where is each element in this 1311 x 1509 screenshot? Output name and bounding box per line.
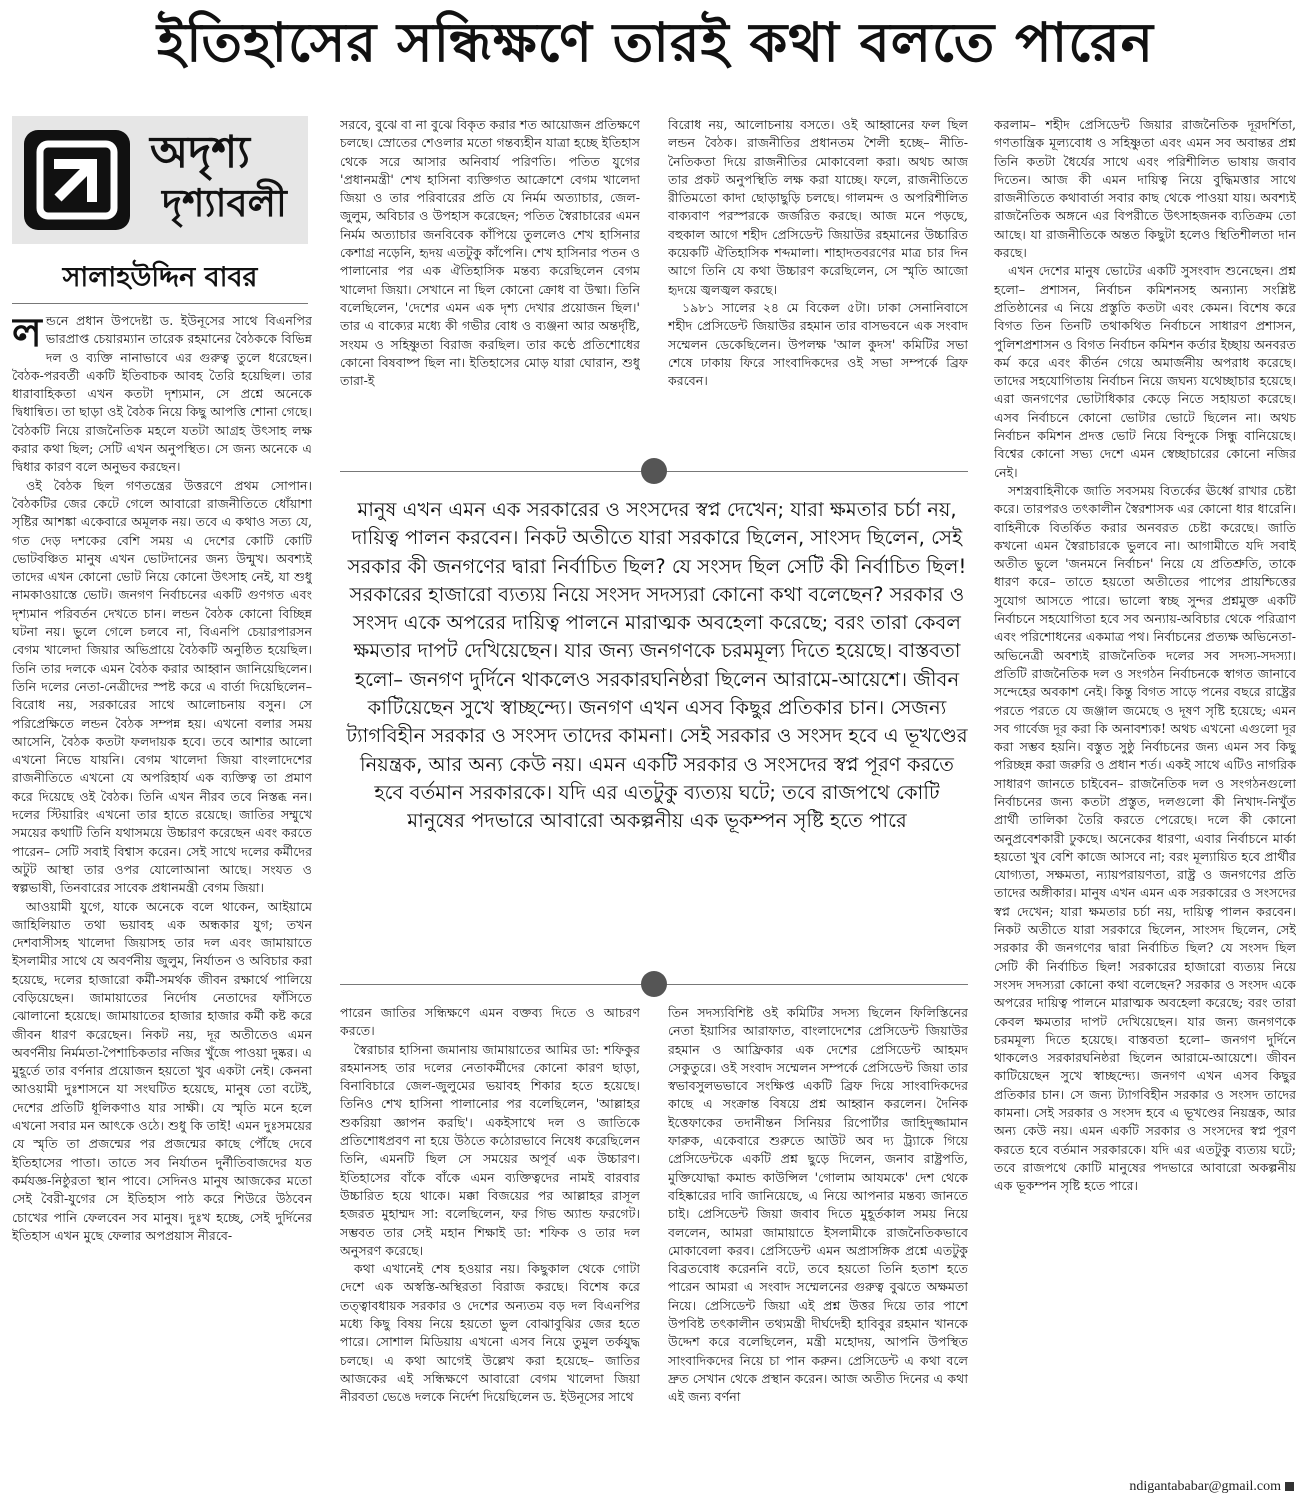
article-column-2-top [340,116,640,446]
arrow-in-box-icon [24,130,130,230]
drop-cap: ল [12,312,42,356]
article-paragraph: সরবে, বুঝে বা না বুঝে বিকৃত করার শত আয়োজন প্রতিক্ষণে চলছে। স্রোতের শেওলার মতো গন্তব্যহীন যাত্রা হচ্ছে ইতিহাস থেকে সরে আসার অনিবার্য পরিণতি। পতিত যুগের 'প্রধানমন্ত্রী' শেখ হাসিনা ব্যক্তিগত আক্রোশে বেগম খালেদা জিয়া ও তার পরিবারের প্রতি যে নির্মম অত্যাচার, জেল-জুলুম, অবিচার ও উপহাস করেছেন; পতিত স্বৈরাচারের এমন নির্মম অত্যাচার জনবিবেক কাঁপিয়ে তুললেও শেখ হাসিনার কেশাগ্র নড়েনি, হৃদয় এতটুকু কাঁপেনি। শেখ হাসিনার পতন ও পালানোর পর এক ঐতিহাসিক মন্তব্য করেছিলেন বেগম খালেদা জিয়া। সেখানে না ছিল কোনো ক্রোধ বা উষ্মা। তিনি বলেছিলেন, 'দেশের এমন এক দৃশ্য দেখার প্রয়োজন ছিল।' তার এ বাক্যের মধ্যে কী গভীর বোধ ও ব্যঞ্জনা আর অন্তর্দৃষ্টি, সংযম ও সহিষ্ণুতা বিরাজ করছিল। তার কণ্ঠে প্রতিশোধের কোনো বিষবাষ্প ছিল না। ইতিহাসের মোড় যারা ঘোরান, শুধু তারা-ই [340,117,640,389]
article-column-3-bottom [668,1004,968,1496]
column-logo-line1: অদৃশ্য [150,127,251,178]
pullquote-top-dot [641,458,667,484]
article-paragraph: তিন সদস্যবিশিষ্ট ওই কমিটির সদস্য ছিলেন ফিলিস্তিনের নেতা ইয়াসির আরাফাত, বাংলাদেশের প্রেসিডেন্ট জিয়াউর রহমান ও আফ্রিকার এক দেশের প্রেসিডেন্ট আহমদ সেকুতুরে। ওই সংবাদ সম্মেলন সম্পর্কে প্রেসিডেন্ট জিয়া তার স্বভাবসুলভভাবে সংক্ষিপ্ত একটি ব্রিফ দিয়ে সাংবাদিকদের কাছে এ সংক্রান্ত বিষয়ে প্রশ্ন আহ্বান করলেন। দৈনিক ইত্তেফাকের তদানীন্তন সিনিয়র রিপোর্টার জাহিদুজ্জামান ফারুক, একেবারে শুরুতে আউট অব দ্য ট্র্যাকে গিয়ে প্রেসিডেন্টকে একটি প্রশ্ন ছুড়ে দিলেন, জনাব রাষ্ট্রপতি, মুক্তিযোদ্ধা কমান্ড কাউন্সিল 'গোলাম আযমকে' দেশ থেকে বহিষ্কারের দাবি জানিয়েছে, এ নিয়ে আপনার মন্তব্য জানতে চাই। প্রেসিডেন্ট জিয়া জবাব দিতে মুহূর্তকাল সময় নিয়ে বললেন, আমরা জামায়াতে ইসলামীকে রাজনৈতিকভাবে মোকাবেলা করব। প্রেসিডেন্ট এমন অপ্রাসঙ্গিক প্রশ্নে এতটুকু বিব্রতবোধ করেননি বটে, তবে হয়তো তিনি হতাশ হতে পারেন আমরা এ সংবাদ সম্মেলনের গুরুত্ব বুঝতে অক্ষমতা নিয়ে। প্রেসিডেন্ট জিয়া এই প্রশ্ন উত্তর দিয়ে তার পাশে উপবিষ্ট তৎকালীন তথ্যমন্ত্রী দীর্ঘদেহী হাবিবুর রহমান খানকে উদ্দেশ করে বলেছিলেন, মন্ত্রী মহোদয়, আপনি উপস্থিত সাংবাদিকদের নিয়ে চা পান করুন। প্রেসিডেন্ট এ কথা বলে দ্রুত সেখান থেকে প্রস্থান করেন। আজ অতীত দিনের এ কথা এই জন্য বর্ণনা [668,1005,968,1405]
article-paragraph: এখন দেশের মানুষ ভোটের একটি সুসংবাদ শুনেছেন। প্রশ্ন হলো– প্রশাসন, নির্বাচন কমিশনসহ অন্যান্য সংশ্লিষ্ট প্রতিষ্ঠানের এ নিয়ে প্রস্তুতি কতটা এবং কেমন। বিশেষ করে বিগত তিন তিনটি তথাকথিত নির্বাচনে সাধারণ প্রশাসন, পুলিশপ্রশাসন ও বিগত নির্বাচন কমিশন কর্তার ইচ্ছায় অনবরত কর্ম করে এবং কীর্তন গেয়ে অমার্জনীয় অপরাধ করেছে। তাদের সহযোগিতায় নির্বাচন নিয়ে জঘন্য যথেচ্ছাচার হয়েছে। এরা জনগণের ভোটাধিকার কেড়ে নিতে সহায়তা করেছে। এসব নির্বাচনে কোনো ভোটার ভোটে ছিলেন না। অথচ নির্বাচন কমিশন প্রদত্ত ভোট নিয়ে বিন্দুকে সিন্ধু বানিয়েছে। বিশ্বের কোনো সভ্য দেশে এমন স্বেচ্ছাচারের কোনো নজির নেই। [994,263,1296,480]
headline: ইতিহাসের সন্ধিক্ষণে তারই কথা বলতে পারেন [157,11,1154,74]
article-column-2-bottom [340,1004,640,1496]
column-logo-line2: দৃশ্যাবলী [162,181,287,225]
article-paragraph: বিরোধ নয়, আলোচনায় বসতে। ওই আহ্বানের ফল ছিল লন্ডন বৈঠক। রাজনীতির প্রধানতম শৈলী হচ্ছে– নীতি-নৈতিকতা দিয়ে রাজনীতির মোকাবেলা করা। অথচ আজ তার প্রকট অনুপস্থিতি লক্ষ করা যাচ্ছে। ফলে, রাজনীতিতে রীতিমতো কাদা ছোড়াছুড়ি চলছে। গালমন্দ ও অপরিশীলিত বাক্যবাণ পরস্পরকে জর্জরিত করছে। আজ মনে পড়ছে, বহুকাল আগে শহীদ প্রেসিডেন্ট জিয়াউর রহমানের উচ্চারিত কয়েকটি ঐতিহাসিক শব্দমালা। শাহাদতবরণের মাত্র চার দিন আগে তিনি যে কথা উচ্চারণ করেছিলেন, সে স্মৃতি আজো হৃদয়ে জ্বলজ্বল করছে। [668,117,968,297]
article-paragraph: করলাম– শহীদ প্রেসিডেন্ট জিয়ার রাজনৈতিক দূরদর্শিতা, গণতান্ত্রিক মূল্যবোধ ও সহিষ্ণুতা এবং এমন সব অবান্তর প্রশ্ন তিনি কতটা ধৈর্যের সাথে এবং পরিশীলিত ভাষায় জবাব দিতেন। আজ কী এমন দায়িত্ব নিয়ে বুদ্ধিমত্তার সাথে রাজনীতিতে কথাবার্তা সবার কাছ থেকে পাওয়া যায়। অবশ্যই রাজনৈতিক অঙ্গনে এর বিপরীতে উৎসাহজনক ব্যতিক্রম তো আছে। যা রাজনীতিকে অন্তত কিছুটা হলেও স্থিতিশীলতা দান করছে। [994,117,1296,261]
byline-divider [12,303,308,304]
article-paragraph: স্বৈরাচার হাসিনা জমানায় জামায়াতের আমির ডা: শফিকুর রহমানসহ তার দলের নেতাকর্মীদের কোনো কারণ ছাড়া, বিনাবিচারে জেল-জুলুমের ভয়াবহ শিকার হতে হয়েছে। তিনিও শেখ হাসিনা পালানোর পর বলেছিলেন, 'আল্লাহর শুকরিয়া জ্ঞাপন করছি'। একইসাথে দল ও জাতিকে প্রতিশোধপ্রবণ না হয়ে উঠতে কঠোরভাবে নিষেধ করেছিলেন তিনি, এমনটি ছিল সে সময়ের অপূর্ব এক উচ্চারণ। ইতিহাসের বাঁকে বাঁকে এমন ব্যক্তিত্বদের নামই বারবার উচ্চারিত হয়ে থাকে। মক্কা বিজয়ের পর আল্লাহর রাসূল হজরত মুহাম্মদ সা: বলেছিলেন, ফর গিভ অ্যান্ড ফরগেট। সম্ভবত তার সেই মহান শিক্ষাই ডা: শফিক ও তার দল অনুসরণ করেছে। [340,1041,640,1258]
end-mark [1285,1482,1294,1491]
article-column-4 [994,116,1296,1472]
article-column-1 [12,312,312,1496]
article-paragraph: আওয়ামী যুগে, যাকে অনেকে বলে থাকেন, আইয়ামে জাহিলিয়াত তথা ভয়াবহ এক অন্ধকার যুগ; তখন দেশবাসীসহ খালেদা জিয়াসহ তার দল এবং জামায়াতে ইসলামীর সাথে যে অবর্ণনীয় জুলুম, নির্যাতন ও অবিচার করা হয়েছে, দলের হাজারো কর্মী-সমর্থক জীবন রক্ষার্থে পালিয়ে বেড়িয়েছেন। জামায়াতের নির্দোষ নেতাদের ফাঁসিতে ঝোলানো হয়েছে। জামায়াতের হাজার হাজার কর্মী কষ্ট করে জীবন ধারণ করেছেন। নিকট নয়, দূর অতীতেও এমন অবর্ণনীয় নির্মমতা-পৈশাচিকতার নজির খুঁজে পাওয়া দুষ্কর। এ মুহূর্তে তার বর্ণনার প্রয়োজন হয়তো খুব একটা নেই। কেননা আওয়ামী দুঃশাসনে যা সংঘটিত হয়েছে, মানুষ তো বটেই, দেশের প্রতিটি ধূলিকণাও যার সাক্ষী। যে স্মৃতি মনে হলে এখনো সবার মন আৎকে ওঠে। শুধু কি তাই! এমন দুঃসময়ের যে স্মৃতি তা প্রজন্মের পর প্রজন্মের কাছে পৌঁছে দেবে ইতিহাসের পাতা। তাতে সব নির্যাতন দুর্নীতিবাজদের যত কর্মযজ্ঞ-নিষ্ঠুরতা স্থান পাবে। সেদিনও মানুষ আজকের মতো সেই বৈরী-যুগের সে ইতিহাস পাঠ করে শিউরে উঠবেন চোখের পানি ফেলবেন সব মানুষ। দুঃখ হচ্ছে, সেই দুর্দিনের ইতিহাস এখন মুছে ফেলার অপপ্রয়াস নীরবে- [12,898,312,1243]
column-logo [12,116,308,244]
article-paragraph: সশস্ত্রবাহিনীকে জাতি সবসময় বিতর্কের ঊর্ধ্বে রাখার চেষ্টা করে। তারপরও তৎকালীন স্বৈরশাসক এর কোনো ধার ধারেনি। বাহিনীকে বিতর্কিত করার অনবরত চেষ্টা করেছে। জাতি কখনো এমন স্বৈরাচারকে ভুলবে না। আগামীতে যদি সবাই অতীত ভুলে 'জনমনে নির্বাচন' নিয়ে যে প্রতিশ্রুতি, তাকে ধারণ করে– তাতে হয়তো অতীতের পাপের প্রায়শ্চিত্তের সুযোগ আসতে পারে। ভালো স্বচ্ছ সুন্দর প্রশ্নমুক্ত একটি নির্বাচনে সহযোগিতা হবে সব অন্যায়-অবিচার থেকে পরিত্রাণ এবং পরিশোধনের একমাত্র পথ। নির্বাচনের প্রত্যক্ষ অভিনেতা-অভিনেত্রী অবশ্যই রাজনৈতিক দলের সব সদস্য-সদস্যা। প্রতিটি রাজনৈতিক দল ও সংগঠন নির্বাচনকে স্বাগত জানাবে সন্দেহের অবকাশ নেই। কিন্তু বিগত সাড়ে পনের বছরে রাষ্ট্রের পরতে পরতে যে জঞ্জাল জমেছে ও দূষণ সৃষ্টি হয়েছে; এমন সব গার্বেজ দূর করা কি অনাবশ্যক! অথচ এখনো এগুলো দূর করা সম্ভব হয়নি। বস্তুত সুষ্ঠু নির্বাচনের জন্য এমন সব কিছু পরিচ্ছন্ন করা জরুরি ও প্রধান শর্ত। একই সাথে এটিও নাগরিক সাধারণ জানতে চাইবেন– রাজনৈতিক দল ও সংগঠনগুলো নির্বাচনের জন্য কতটা প্রস্তুত, দলগুলো কী নিখাদ-নিখুঁত প্রার্থী তালিকা তৈরি করতে পেরেছে। দলে কী কোনো অনুপ্রবেশকারী ঢুকছে। অনেকের ধারণা, এবার নির্বাচনে মার্কা হয়তো খুব বেশি কাজে আসবে না; বরং মূল্যায়িত হবে প্রার্থীর যোগ্যতা, সক্ষমতা, ন্যায়পরায়ণতা, রাষ্ট্র ও জনগণের প্রতি তাদের অঙ্গীকার। মানুষ এখন এমন এক সরকারের ও সংসদের স্বপ্ন দেখেন; যারা ক্ষমতার চর্চা নয়, দায়িত্ব পালন করবেন। নিকট অতীতে যারা সরকারে ছিলেন, সাংসদ ছিলেন, সেই সরকার কী জনগণের দ্বারা নির্বাচিত ছিল? যে সংসদ ছিল সেটি কী নির্বাচিত ছিল! সরকারের হাজারো ব্যত্যয় নিয়ে সংসদ সদস্যরা কোনো কথা বলেছেন? সরকার ও সংসদ একে অপরের দায়িত্ব পালনে মারাত্মক অবহেলা করেছে; বরং তারা কেবল ক্ষমতার দাপট দেখিয়েছেন। যার জন্য জনগণকে চরমমূল্য দিতে হয়েছে। বাস্তবতা হলো– জনগণ দুর্দিনে থাকলেও সরকারঘনিষ্ঠরা ছিলেন আরামে-আয়েশে। জীবন কাটিয়েছেন সুখে স্বাচ্ছন্দ্যে। জনগণ এখন এসব কিছুর প্রতিকার চান। সে জন্য ট্যাগবিহীন সরকার ও সংসদ তাদের কামনা। সেই সরকার ও সংসদ হবে এ ভূখণ্ডের নিয়ন্ত্রক, আর অন্য কেউ নয়। এমন একটি সরকার ও সংসদের স্বপ্ন পূরণ করতে হবে বর্তমান সরকারকে। যদি এর এতটুকু ব্যত্যয় ঘটে; তবে রাজপথে কোটি মানুষের পদভারে আবারো অকল্পনীয় এক ভূকম্পন সৃষ্টি হতে পারে। [994,482,1296,1194]
pullquote-bottom-dot [641,971,667,997]
article-paragraph: ১৯৮১ সালের ২৪ মে বিকেল ৫টা। ঢাকা সেনানিবাসে শহীদ প্রেসিডেন্ট জিয়াউর রহমান তার বাসভবনে এক সংবাদ সম্মেলন ডেকেছিলেন। উপলক্ষ 'আল কুদস' কমিটির সভা শেষে ঢাকায় ফিরে সাংবাদিকদের ওই সভা সম্পর্কে ব্রিফ করবেন। [668,299,968,389]
pull-quote: মানুষ এখন এমন এক সরকারের ও সংসদের স্বপ্ন দেখেন; যারা ক্ষমতার চর্চা নয়, দায়িত্ব পালন করবেন। নিকট অতীতে যারা সরকারে ছিলেন, সাংসদ ছিলেন, সেই সরকার কী জনগণের দ্বারা নির্বাচিত ছিল? যে সংসদ ছিল সেটি কী নির্বাচিত ছিল! সরকারের হাজারো ব্যত্যয় নিয়ে সংসদ সদস্যরা কোনো কথা বলেছেন? সরকার ও সংসদ একে অপরের দায়িত্ব পালনে মারাত্মক অবহেলা করেছে; বরং তারা কেবল ক্ষমতার দাপট দেখিয়েছেন। যার জন্য জনগণকে চরমমূল্য দিতে হয়েছে। বাস্তবতা হলো– জনগণ দুর্দিনে থাকলেও সরকারঘনিষ্ঠরা ছিলেন আরামে-আয়েশে। জীবন কাটিয়েছেন সুখে স্বাচ্ছন্দ্যে। জনগণ এখন এসব কিছুর প্রতিকার চান। সেজন্য ট্যাগবিহীন সরকার ও সংসদ তাদের কামনা। সেই সরকার ও সংসদ হবে এ ভূখণ্ডের নিয়ন্ত্রক, আর অন্য কেউ নয়। এমন একটি সরকার ও সংসদের স্বপ্ন পূরণ করতে হবে বর্তমান সরকারকে। যদি এর এতটুকু ব্যত্যয় ঘটে; তবে রাজপথে কোটি মানুষের পদভারে আবারো অকল্পনীয় এক ভূকম্পন সৃষ্টি হতে পারে [346,498,968,833]
article-paragraph: কথা এখানেই শেষ হওয়ার নয়। কিছুকাল থেকে গোটা দেশে এক অস্বস্তি-অস্থিরতা বিরাজ করছে। বিশেষ করে তত্ত্বাবধায়ক সরকার ও দেশের অন্যতম বড় দল বিএনপির মধ্যে কিছু বিষয় নিয়ে হয়তো ভুল বোঝাবুঝির জের হতে পারে। সোশাল মিডিয়ায় এখনো এসব নিয়ে তুমুল তর্কযুদ্ধ চলছে। এ কথা আগেই উল্লেখ করা হয়েছে– জাতির আজকের এই সন্ধিক্ষণে আবারো বেগম খালেদা জিয়া নীরবতা ভেঙে দলকে নির্দেশ দিয়েছিলেন ড. ইউনূসের সাথে [340,1261,640,1405]
author-email: ndigantababar@gmail.com [1012,1476,1294,1498]
author-byline: সালাহউদ্দিন বাবর [62,262,258,293]
article-paragraph: পারেন জাতির সন্ধিক্ষণে এমন বক্তব্য দিতে ও আচরণ করতে। [340,1005,640,1039]
article-paragraph: লন্ডনে প্রধান উপদেষ্টা ড. ইউনূসের সাথে বিএনপির ভারপ্রাপ্ত চেয়ারম্যান তারেক রহমানের বৈঠককে বিভিন্ন দল ও ব্যক্তি নানাভাবে এর গুরুত্ব তুলে ধরেছেন। বৈঠক-পরবর্তী একটি ইতিবাচক আবহ তৈরি হয়েছিল। তার ধারাবাহিকতা এখন কতটা দৃশ্যমান, সে প্রশ্নে অনেকে দ্বিধান্বিত। তা ছাড়া ওই বৈঠক নিয়ে কিছু আপত্তি শোনা গেছে। বৈঠকটি নিয়ে রাজনৈতিক মহলে যতটা আগ্রহ উৎসাহ লক্ষ করার কথা ছিল; সেটি এখন অনুপস্থিত। সে জন্য অনেকে এ দ্বিধার কারণ বলে অনুভব করছেন। [12,312,312,475]
article-column-3-top [668,116,968,446]
article-paragraph: ওই বৈঠক ছিল গণতন্ত্রের উত্তরণে প্রথম সোপান। বৈঠকটির জের কেটে গেলে আবারো রাজনীতিতে ধোঁয়াশা সৃষ্টির আশঙ্কা একেবারে অমূলক নয়। তবে এ কথাও সত্য যে, গত দেড় দশকের বেশি সময় এ দেশের কোটি কোটি ভোটবঞ্চিত মানুষ এখন ভোটদানের জন্য উন্মুখ। অবশ্যই তাদের এখন কোনো ভোট নিয়ে কোনো উৎসাহ নেই, যা শুধু নামকাওয়াস্তে ভোট। জনগণ নির্বাচনের একটি গুণগত এবং দৃশ্যমান পরিবর্তন দেখতে চান। লন্ডন বৈঠক কোনো বিচ্ছিন্ন ঘটনা নয়। ভুলে গেলে চলবে না, বিএনপি চেয়ারপারসন বেগম খালেদা জিয়ার অভিপ্রায়ে বৈঠকটি অনুষ্ঠিত হয়েছিল। তিনি তার দলকে এমন বৈঠক করার আহ্বান জানিয়েছিলেন। তিনি দলের নেতা-নেত্রীদের স্পষ্ট করে এ বার্তা দিয়েছিলেন– বিরোধ নয়, সরকারের সাথে আলোচনায় বসুন। সে পরিপ্রেক্ষিতে লন্ডন বৈঠক সম্পন্ন হয়। এখনো বলার সময় আসেনি, বৈঠক কতটা ফলদায়ক হবে। তবে আশার আলো এখনো নিভে যায়নি। বেগম খালেদা জিয়া বাংলাদেশের রাজনীতিতে এখনো যে অপরিহার্য এক ব্যক্তিত্ব তা প্রমাণ করে দিয়েছে ওই বৈঠক। তিনি এখন নীরব তবে নিস্তব্ধ নন। দলের স্টিয়ারিং এখনো তার হাতে রয়েছে। জাতির সম্মুখে সময়ের কথাটি তিনি যথাসময়ে উচ্চারণ করেছেন এবং করতে পারেন– সেটি সবাই বিশ্বাস করেন। সেই সাথে দলের কর্মীদের অটুট আস্থা তার ওপর যোলোআনা আছে। সংযত ও স্বল্পভাষী, তিনবারের সাবেক প্রধানমন্ত্রী বেগম জিয়া। [12,477,312,896]
